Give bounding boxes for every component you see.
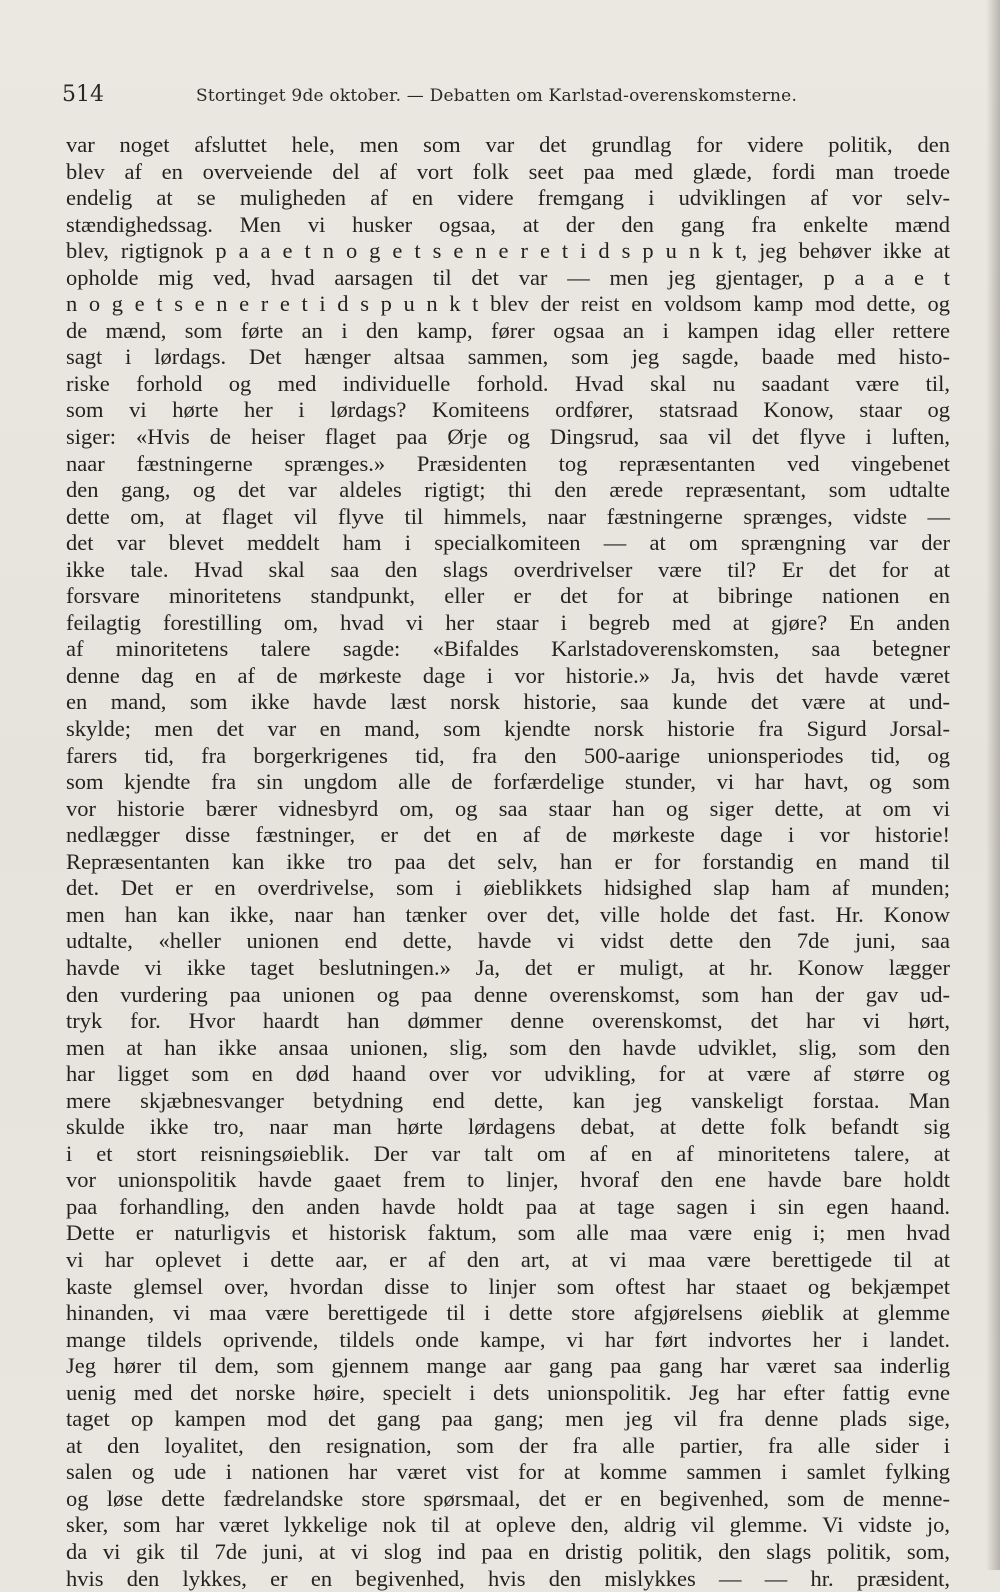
text-line: salen og ude i nationen har været vist for at komme sammen i samlet fylking bbox=[66, 1459, 950, 1485]
body-text bbox=[66, 132, 950, 1592]
text-line: det var blevet meddelt ham i specialkomiteen — at om sprængning var der bbox=[66, 530, 950, 556]
text-line: riske forhold og med individuelle forhold. Hvad skal nu saadant være til, bbox=[66, 370, 950, 396]
text-line: af minoritetens talere sagde: «Bifaldes Karlstadoverenskomsten, saa betegner bbox=[66, 636, 950, 662]
running-head: Stortinget 9de oktober. — Debatten om Karlstad-overenskomsterne. bbox=[196, 86, 798, 106]
text-line: feilagtig forestilling om, hvad vi her staar i begreb med at gjøre? En anden bbox=[66, 609, 950, 635]
text-line: opholde mig ved, hvad aarsagen til det var — men jeg gjentager, p a a e t bbox=[66, 264, 950, 290]
text-line: forsvare minoritetens standpunkt, eller er det for at bibringe nationen en bbox=[66, 583, 950, 609]
text-line: hinanden, vi maa være berettigede til i dette store afgjørelsens øieblik at glemme bbox=[66, 1300, 950, 1326]
text-line: men at han ikke ansaa unionen, slig, som den havde udviklet, slig, som den bbox=[66, 1034, 950, 1060]
text-line: taget op kampen mod det gang paa gang; men jeg vil fra denne plads sige, bbox=[66, 1406, 950, 1432]
text-line: ikke tale. Hvad skal saa den slags overdrivelser være til? Er det for at bbox=[66, 556, 950, 582]
text-line: farers tid, fra borgerkrigenes tid, fra den 500-aarige unionsperiodes tid, og bbox=[66, 742, 950, 768]
text-line: Jeg hører til dem, som gjennem mange aar gang paa gang har været saa inderlig bbox=[66, 1353, 950, 1379]
text-line: skulde ikke tro, naar man hørte lørdagens debat, at dette folk befandt sig bbox=[66, 1114, 950, 1140]
text-line: den vurdering paa unionen og paa denne overenskomst, som han der gav ud- bbox=[66, 981, 950, 1007]
text-line: blev, rigtignok p a a e t n o g e t s e n e r e t i d s p u n k t, jeg behøver ikke at bbox=[66, 238, 950, 264]
text-line: det. Det er en overdrivelse, som i øieblikkets hidsighed slap ham af munden; bbox=[66, 875, 950, 901]
text-line: vi har oplevet i dette aar, er af den art, at vi maa være berettigede til at bbox=[66, 1246, 950, 1272]
text-line: dette om, at flaget vil flyve til himmels, naar fæstningerne sprænges, vidste — bbox=[66, 503, 950, 529]
text-line: Dette er naturligvis et historisk faktum, som alle maa være enig i; men hvad bbox=[66, 1220, 950, 1246]
text-line: n o g e t s e n e r e t i d s p u n k t blev der reist en voldsom kamp mod dette, og bbox=[66, 291, 950, 317]
text-line: nedlægger disse fæstninger, er det en af de mørkeste dage i vor historie! bbox=[66, 822, 950, 848]
text-line: har ligget som en død haand over vor udvikling, for at være af større og bbox=[66, 1061, 950, 1087]
text-line: sagt i lørdags. Det hænger altsaa sammen, som jeg sagde, baade med histo- bbox=[66, 344, 950, 370]
text-line: endelig at se muligheden af en videre fremgang i udviklingen af vor selv- bbox=[66, 185, 950, 211]
text-line: som vi hørte her i lørdags? Komiteens ordfører, statsraad Konow, staar og bbox=[66, 397, 950, 423]
text-line: sker, som har været lykkelige nok til at opleve den, aldrig vil glemme. Vi vidste jo, bbox=[66, 1512, 950, 1538]
text-line: mange tildels oprivende, tildels onde kampe, vi har ført indvortes her i landet. bbox=[66, 1326, 950, 1352]
text-line: Repræsentanten kan ikke tro paa det selv, han er for forstandig en mand til bbox=[66, 848, 950, 874]
text-line: og løse dette fædrelandske store spørsmaal, det er en begivenhed, som de menne- bbox=[66, 1485, 950, 1511]
text-line: vor unionspolitik havde gaaet frem to linjer, hvoraf den ene havde bare holdt bbox=[66, 1167, 950, 1193]
text-line: da vi gik til 7de juni, at vi slog ind paa en dristig politik, den slags politik, som, bbox=[66, 1538, 950, 1564]
text-line: kaste glemsel over, hvordan disse to linjer som oftest har staaet og bekjæmpet bbox=[66, 1273, 950, 1299]
text-line: var noget afsluttet hele, men som var det grundlag for videre politik, den bbox=[66, 132, 950, 157]
text-line: men han kan ikke, naar han tænker over det, ville holde det fast. Hr. Konow bbox=[66, 901, 950, 927]
text-line: mere skjæbnesvanger betydning end dette, kan jeg vanskeligt forstaa. Man bbox=[66, 1087, 950, 1113]
text-line: de mænd, som førte an i den kamp, fører ogsaa an i kampen idag eller rettere bbox=[66, 317, 950, 343]
text-line: tryk for. Hvor haardt han dømmer denne overenskomst, det har vi hørt, bbox=[66, 1008, 950, 1034]
text-line: hvis den lykkes, er en begivenhed, hvis den mislykkes — — hr. præsident, bbox=[66, 1565, 950, 1591]
text-line: uenig med det norske høire, specielt i dets unionspolitik. Jeg har efter fattig evne bbox=[66, 1379, 950, 1405]
text-line: denne dag en af de mørkeste dage i vor historie.» Ja, hvis det havde været bbox=[66, 662, 950, 688]
text-line: havde vi ikke taget beslutningen.» Ja, det er muligt, at hr. Konow lægger bbox=[66, 954, 950, 980]
text-line: vor historie bærer vidnesbyrd om, og saa staar han og siger dette, at om vi bbox=[66, 795, 950, 821]
page-edge-shadow bbox=[986, 0, 1000, 1570]
text-line: den gang, og det var aldeles rigtigt; thi den ærede repræsentant, som udtalte bbox=[66, 477, 950, 503]
text-line: stændighedssag. Men vi husker ogsaa, at der den gang fra enkelte mænd bbox=[66, 211, 950, 237]
text-line: som kjendte fra sin ungdom alle de forfærdelige stunder, vi har havt, og som bbox=[66, 769, 950, 795]
text-line: en mand, som ikke havde læst norsk historie, saa kunde det være at und- bbox=[66, 689, 950, 715]
text-line: udtalte, «heller unionen end dette, havde vi vidst dette den 7de juni, saa bbox=[66, 928, 950, 954]
page-number: 514 bbox=[62, 82, 104, 107]
page-header bbox=[62, 82, 952, 112]
text-line: skylde; men det var en mand, som kjendte norsk historie fra Sigurd Jorsal- bbox=[66, 716, 950, 742]
text-line: i et stort reisningsøieblik. Der var talt om af en af minoritetens talere, at bbox=[66, 1140, 950, 1166]
text-line: paa forhandling, den anden havde holdt paa at tage sagen i sin egen haand. bbox=[66, 1193, 950, 1219]
text-line: blev af en overveiende del af vort folk seet paa med glæde, fordi man troede bbox=[66, 158, 950, 184]
text-line: siger: «Hvis de heiser flaget paa Ørje og Dingsrud, saa vil det flyve i luften, bbox=[66, 424, 950, 450]
text-line: at den loyalitet, den resignation, som der fra alle partier, fra alle sider i bbox=[66, 1432, 950, 1458]
text-line: naar fæstningerne sprænges.» Præsidenten tog repræsentanten ved vingebenet bbox=[66, 450, 950, 476]
